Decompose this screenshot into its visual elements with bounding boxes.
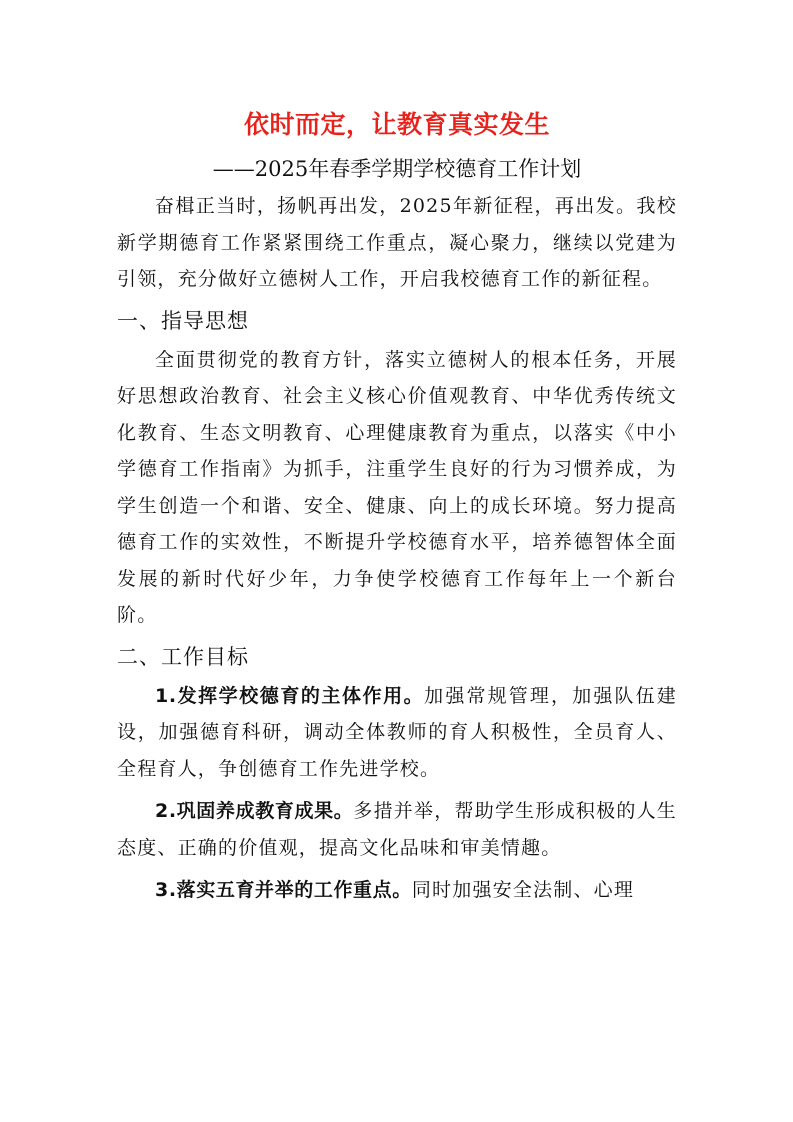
goal-item-lead: 2.巩固养成教育成果。 bbox=[155, 800, 354, 822]
goal-item bbox=[117, 678, 677, 788]
guiding-ideology-paragraph: 全面贯彻党的教育方针，落实立德树人的根本任务，开展好思想政治教育、社会主义核心价值观教育、中华优秀传统文化教育、生态文明教育、心理健康教育为重点，以落实《中小学德育工作指南》为抓手，注重学生良好的行为习惯养成，为学生创造一个和谐、安全、健康、向上的成长环境。努力提高德育工作的实效性，不断提升学校德育水平，培养德智体全面发展的新时代好少年，力争使学校德育工作每年上一个新台阶。 bbox=[117, 348, 677, 626]
goal-item bbox=[117, 872, 677, 909]
document-title: 依时而定，让教育真实发生 bbox=[243, 110, 550, 139]
intro-paragraph: 奋楫正当时，扬帆再出发，2025年新征程，再出发。我校新学期德育工作紧紧围绕工作重点，凝心聚力，继续以党建为引领，充分做好立德树人工作，开启我校德育工作的新征程。 bbox=[117, 195, 677, 290]
goal-item-text: 加强常规管理，加强队伍建设，加强德育科研，调动全体教师的育人积极性，全员育人、全程育人，争创德育工作先进学校。 bbox=[117, 684, 677, 780]
document-subtitle: ——2025年春季学期学校德育工作计划 bbox=[212, 157, 582, 181]
document-page bbox=[117, 108, 677, 915]
section-heading-guiding-ideology: 一、指导思想 bbox=[117, 308, 249, 333]
goal-item-lead: 3.落实五育并举的工作重点。 bbox=[155, 879, 412, 901]
section-heading-work-goals: 二、工作目标 bbox=[117, 644, 249, 669]
goal-item bbox=[117, 793, 677, 866]
goal-item-lead: 1.发挥学校德育的主体作用。 bbox=[155, 684, 425, 707]
goal-item-text: 多措并举，帮助学生形成积极的人生态度、正确的价值观，提高文化品味和审美情趣。 bbox=[117, 800, 677, 859]
goal-item-text: 同时加强安全法制、心理 bbox=[411, 879, 635, 901]
